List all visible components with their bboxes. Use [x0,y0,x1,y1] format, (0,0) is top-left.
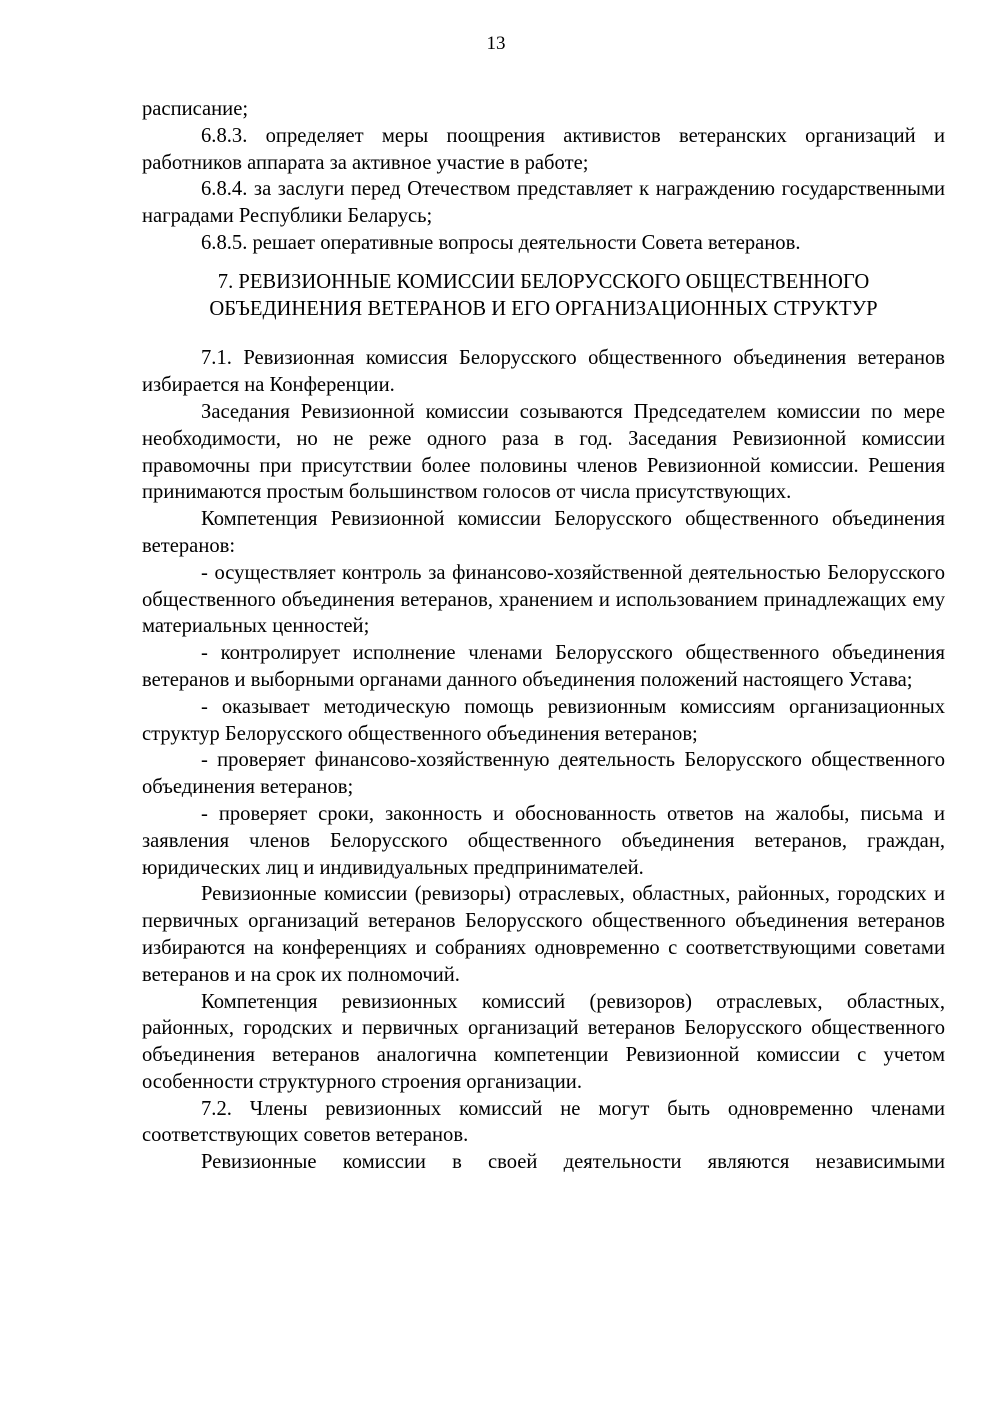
paragraph-independence: Ревизионные комиссии в своей деятельности являются независимыми [201,1151,945,1174]
clause-6-8-5: 6.8.5. решает оперативные вопросы деятельности Совета ветеранов. [201,231,801,254]
document-body [142,96,945,1176]
paragraph-continuation: расписание; [142,98,249,120]
list-item-assistance: - оказывает методическую помощь ревизионным комиссиям организационных структур Белорусского общественного объединения ветеранов; [142,695,945,745]
paragraph-competence: Компетенция Ревизионной комиссии Белорусского общественного объединения ветеранов: [142,508,945,557]
paragraph-meetings: Заседания Ревизионной комиссии созываются Председателем комиссии по мере необходимости, но не реже одного раза в год. Заседания Ревизионной комиссии правомочны при присутствии более половины членов Ревизионной комиссии. Решения принимаются простым большинством голосов от числа присутствующих. [142,400,945,504]
paragraph-auditors-competence: Компетенция ревизионных комиссий (ревизоров) отраслевых, областных, районных, городских и первичных организаций ветеранов Белорусского общественного объединения ветеранов аналогична компетенции Ревизионной комиссии с учетом особенности структурного строения организации. [142,990,945,1093]
list-item-monitoring: - контролирует исполнение членами Белорусского общественного объединения ветеранов и выборными органами данного объединения положений настоящего Устава; [142,642,945,691]
clause-6-8-4: 6.8.4. за заслуги перед Отечеством представляет к награждению государственными наградами Республики Беларусь; [142,178,945,228]
paragraph-auditors-election: Ревизионные комиссии (ревизоры) отраслевых, областных, районных, городских и первичных организаций ветеранов Белорусского общественного объединения ветеранов избираются на конференциях и собраниях одновременно с соответствующими советами ветеранов и на срок их полномочий. [142,883,945,986]
section-7-heading [142,269,945,323]
list-item-control: - осуществляет контроль за финансово-хозяйственной деятельностью Белорусского общественного объединения ветеранов, хранением и использованием принадлежащих ему материальных ценностей; [142,561,945,638]
section-heading-line-2: ОБЪЕДИНЕНИЯ ВЕТЕРАНОВ И ЕГО ОРГАНИЗАЦИОННЫХ СТРУКТУР [209,297,878,320]
list-item-complaints: - проверяет сроки, законность и обоснованность ответов на жалобы, письма и заявления членов Белорусского общественного объединения ветеранов, граждан, юридических лиц и индивидуальных предпринимателей. [142,802,945,879]
clause-7-1: 7.1. Ревизионная комиссия Белорусского общественного объединения ветеранов избирается на Конференции. [142,347,945,397]
list-item-audit: - проверяет финансово-хозяйственную деятельность Белорусского общественного объединения ветеранов; [142,749,945,799]
page-number: 13 [486,33,506,54]
section-heading-line-1: 7. РЕВИЗИОННЫЕ КОМИССИИ БЕЛОРУССКОГО ОБЩЕСТВЕННОГО [217,270,870,293]
clause-6-8-3: 6.8.3. определяет меры поощрения активистов ветеранских организаций и работников аппарата за активное участие в работе; [142,124,945,174]
clause-7-2: 7.2. Члены ревизионных комиссий не могут быть одновременно членами соответствующих советов ветеранов. [142,1097,945,1147]
